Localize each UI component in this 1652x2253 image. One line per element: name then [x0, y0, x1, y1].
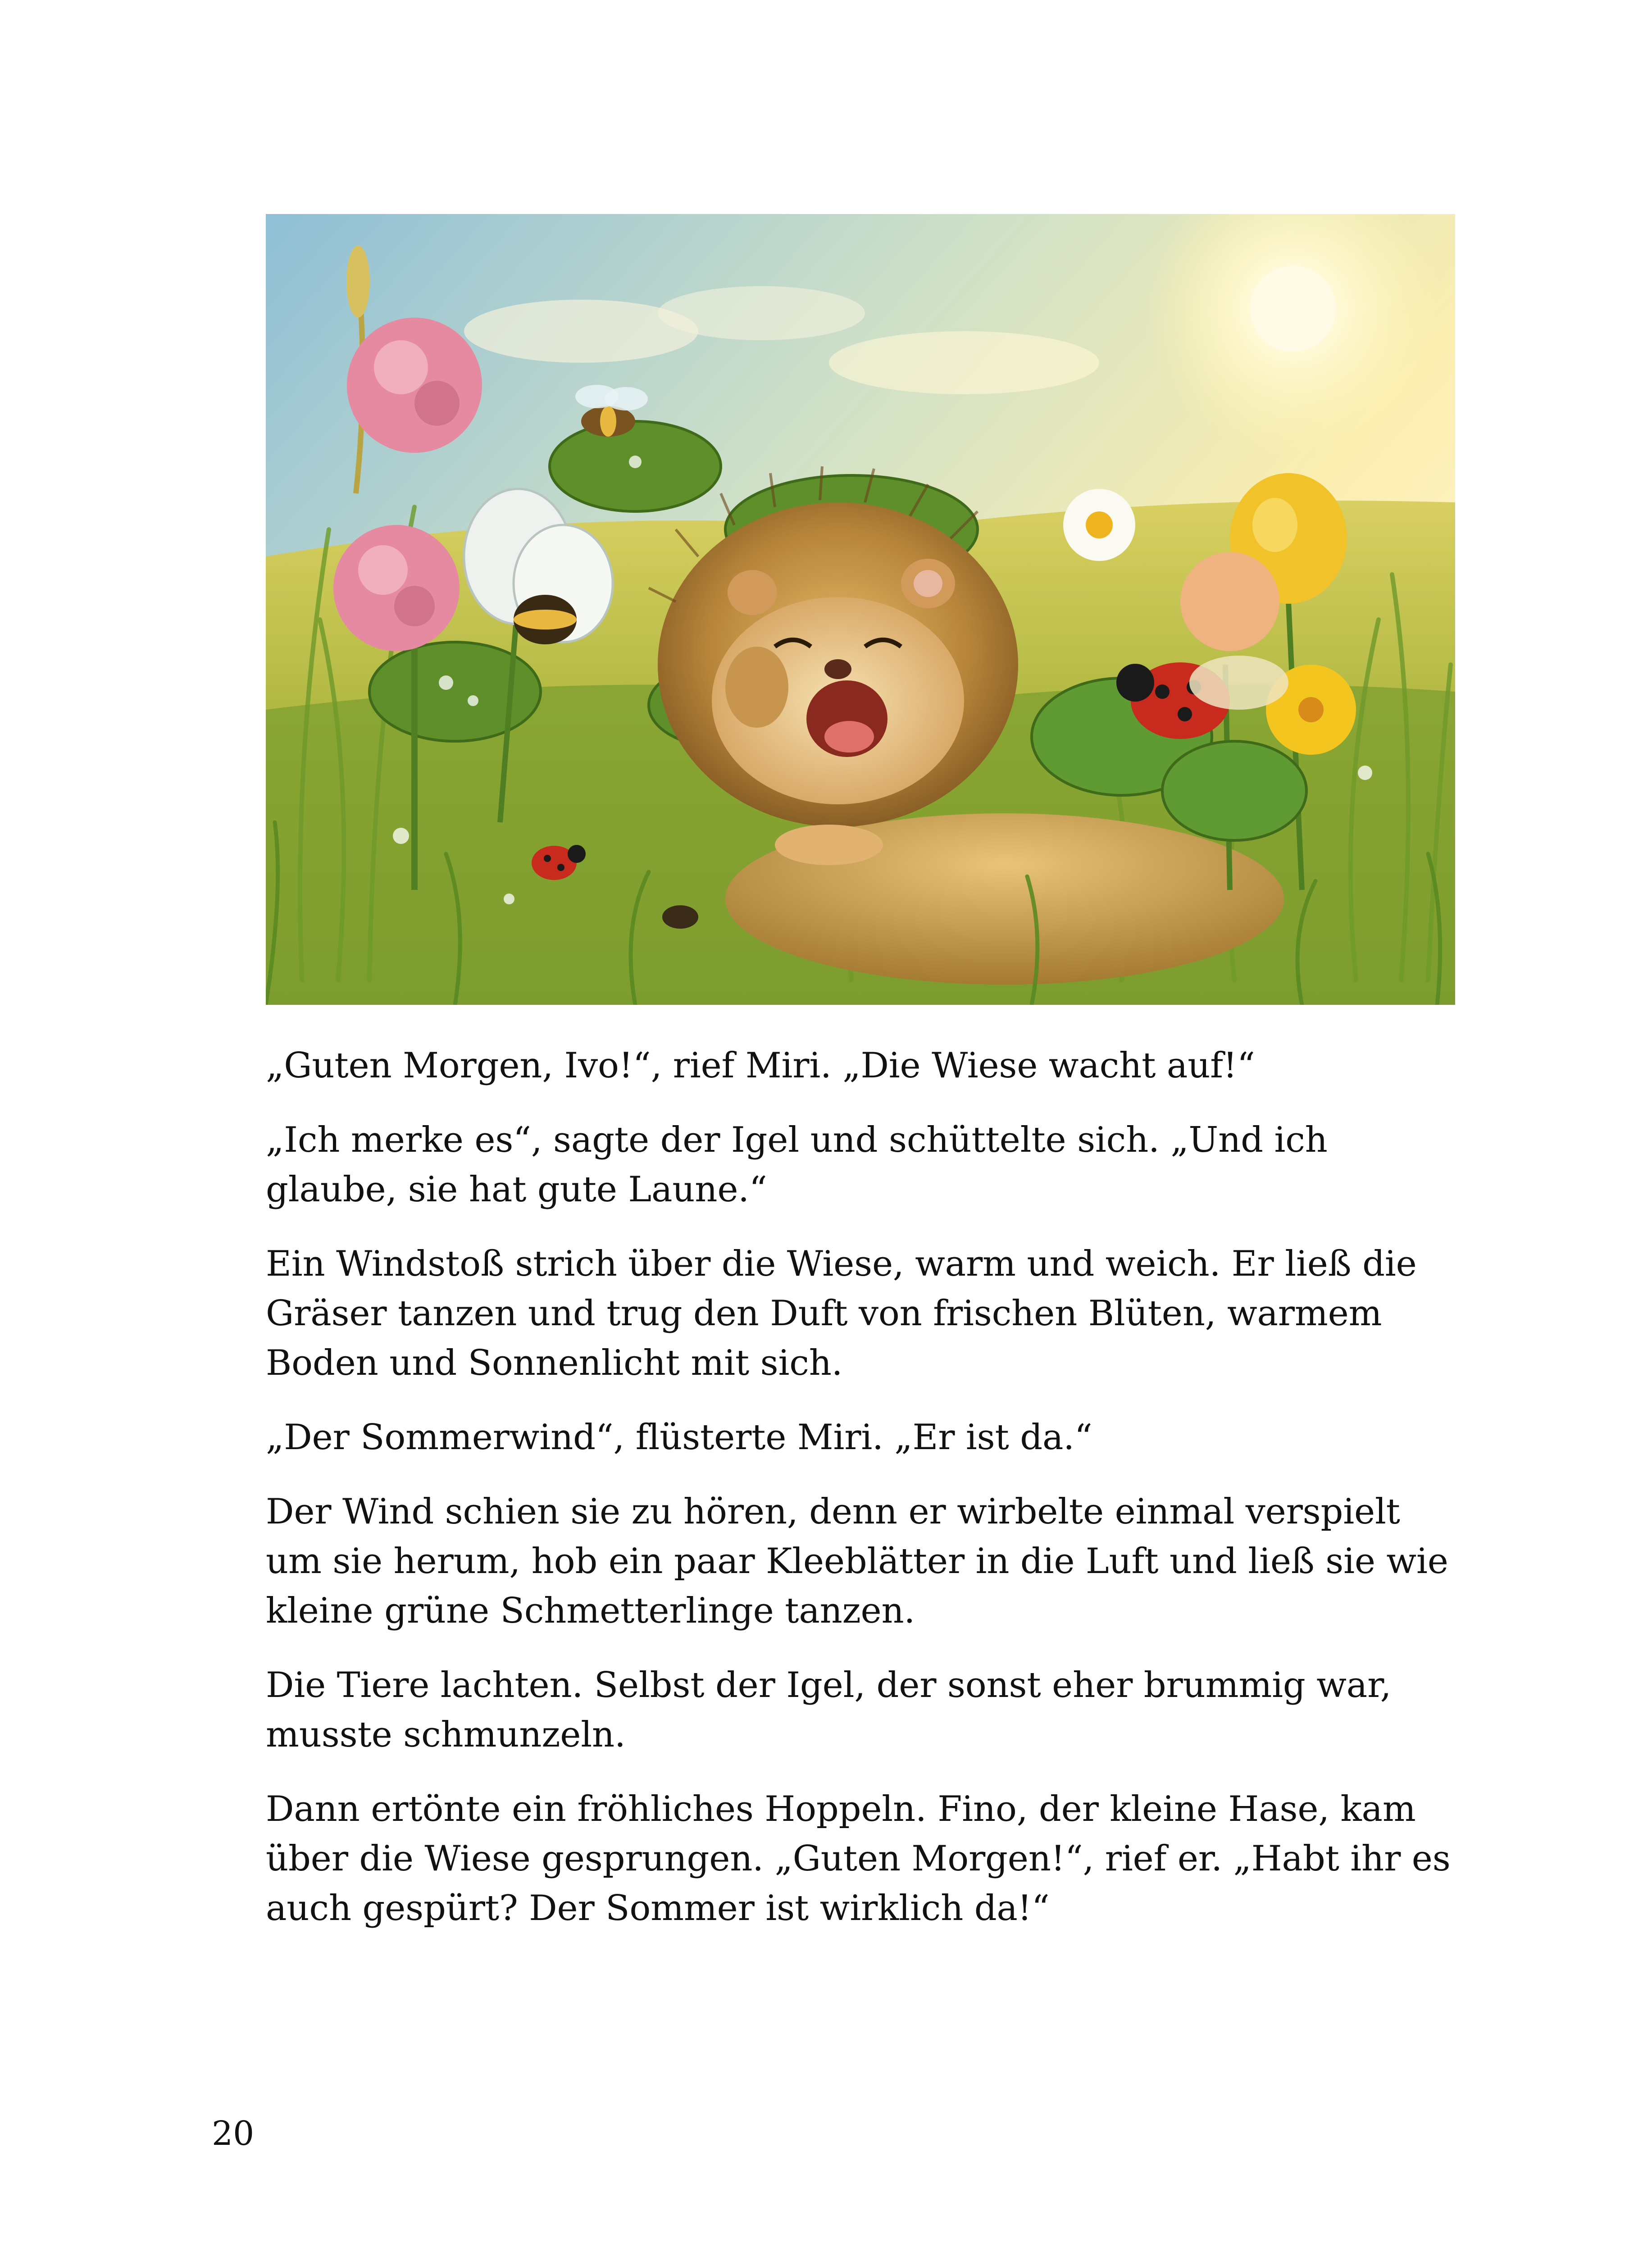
paragraph: „Der Sommerwind“, flüsterte Miri. „Er ist da.“ [266, 1417, 1092, 1458]
paragraph: „Guten Morgen, Ivo!“, rief Miri. „Die Wiese wacht auf!“ [266, 1045, 1255, 1086]
paragraph: Ein Windstoß strich über die Wiese, warm und weich. Er ließ die Gräser tanzen und trug den Duft von frischen Blüten, warmem Boden und Sonnenlicht mit sich. [266, 1244, 1417, 1383]
story-text [266, 1041, 1464, 1958]
meadow-illustration [266, 214, 1455, 1005]
paragraph: Dann ertönte ein fröhliches Hoppeln. Fino, der kleine Hase, kam über die Wiese gesprungen. „Guten Morgen!“, rief er. „Habt ihr es auch gespürt? Der Sommer ist wirklich da!“ [266, 1789, 1451, 1929]
paragraph: „Ich merke es“, sagte der Igel und schüttelte sich. „Und ich glaube, sie hat gute Laune.“ [266, 1120, 1328, 1210]
page-number: 20 [212, 2114, 255, 2153]
paragraph: Die Tiere lachten. Selbst der Igel, der sonst eher brummig war, musste schmunzeln. [266, 1665, 1392, 1755]
paragraph: Der Wind schien sie zu hören, denn er wirbelte einmal verspielt um sie herum, hob ein paar Kleeblätter in die Luft und ließ sie wie kleine grüne Schmetterlinge tanzen. [266, 1491, 1448, 1631]
